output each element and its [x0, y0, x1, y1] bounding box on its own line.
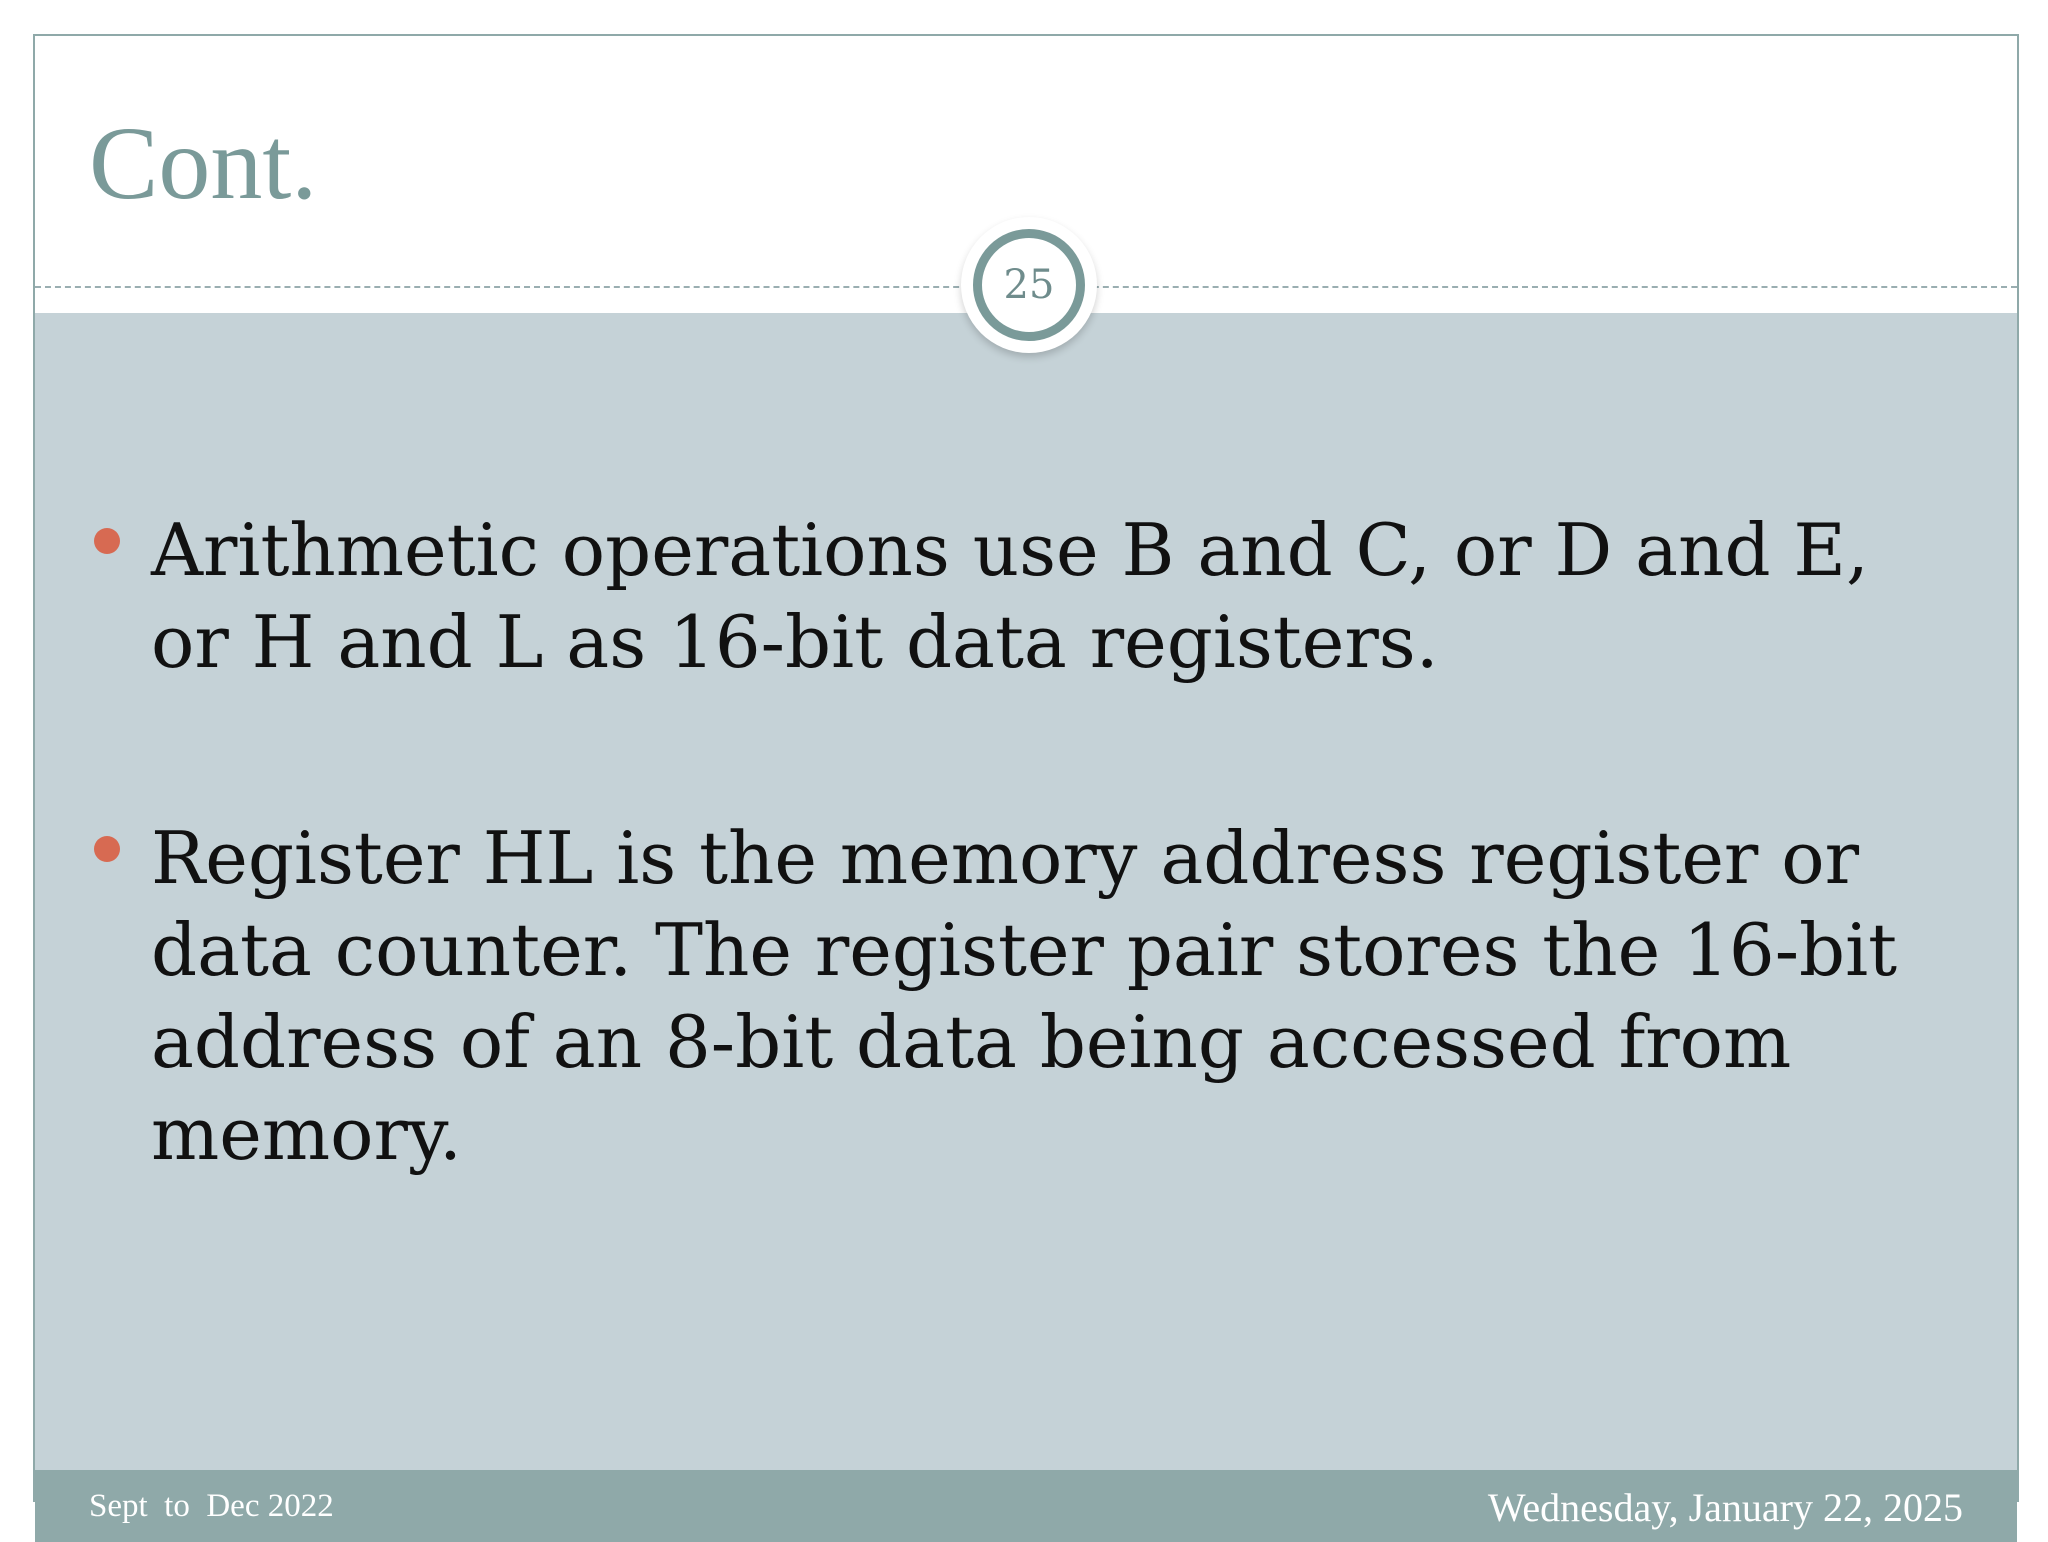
slide-title: Cont. — [89, 106, 318, 221]
bullet-text: Register HL is the memory address register or data counter. The register pair stores the 16-bit address of an 8-bit data being accessed from memory. — [151, 816, 1898, 1176]
page-number-ring — [973, 229, 1085, 341]
page-number: 25 — [1003, 262, 1055, 308]
footer-date: Wednesday, January 22, 2025 — [1487, 1485, 1963, 1530]
bullet-dot-icon — [94, 528, 120, 554]
footer-bar — [35, 1470, 2017, 1542]
bullet-item — [35, 812, 2017, 1180]
bullet-list — [35, 504, 2017, 1180]
footer-term: Sept to Dec 2022 — [89, 1488, 334, 1524]
bullet-dot-icon — [94, 836, 120, 862]
slide — [33, 34, 2019, 1530]
bullet-item — [35, 504, 2017, 688]
page-number-badge — [961, 217, 1097, 353]
bullet-text: Arithmetic operations use B and C, or D and E, or H and L as 16-bit data registers. — [151, 508, 1869, 684]
